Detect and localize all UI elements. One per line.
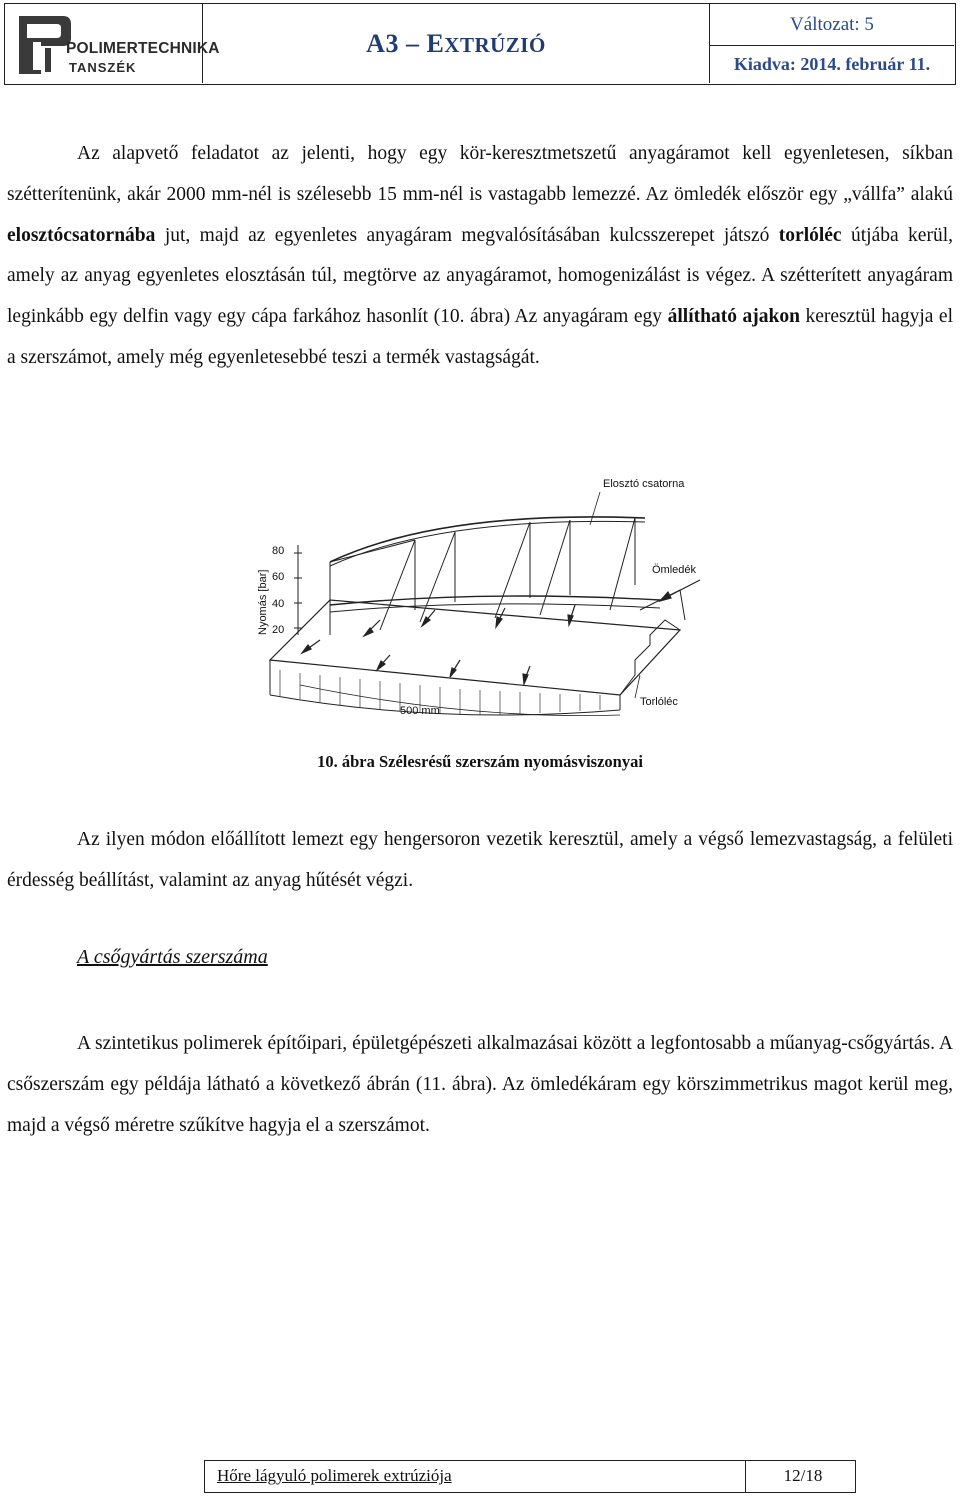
y-tick-20: 20 (272, 624, 285, 636)
p1-part-a: Az alapvető feladatot az jelenti, hogy egy kör-keresztmetszetű anyagáramot kell egyenletesen, síkban szétterítenünk, akár 2000 mm-nél is szélesebb 15 mm-nél is vastagabb lemezzé. Az ömledék először egy „vállfa” alakú (7, 143, 953, 205)
paragraph-1 (7, 134, 953, 379)
p1-bold-restrictor-bar: torlóléc (778, 224, 842, 246)
section-heading: A csőgyártás szerszáma (77, 946, 268, 968)
label-distribution-channel: Elosztó csatorna (603, 478, 685, 490)
p1-part-e: keresztül hagyja el a szerszámot, amely még egyenletesebbé teszi a termék vastagságát. (7, 306, 954, 368)
label-restrictor-bar: Torlóléc (640, 696, 678, 708)
p2-text: Az ilyen módon előállított lemezt egy hengersoron vezetik keresztül, amely a végső lemezvastagság, a felületi érdesség beállítást, valamint az anyag hűtését végzi. (7, 829, 953, 891)
logo-line2: TANSZÉK (69, 60, 137, 75)
title-rest: XTRÚZIÓ (444, 32, 546, 57)
y-tick-60: 60 (272, 571, 285, 583)
p1-part-d: útjába kerül, amely az anyag egyenletes elosztásán túl, megtörve az anyagáramot, homogenizálást is végez. A szétterített anyagáram leginkább egy delfin vagy egy cápa farkához hasonlít (10. ábra) Az anyagáram egy (7, 224, 953, 328)
label-melt: Ömledék (652, 564, 697, 576)
page-header (4, 3, 956, 85)
p3-text: A szintetikus polimerek építőipari, épületgépészeti alkalmazásai között a legfontosabb a műanyag-csőgyártás. A csőszerszám egy példája látható a következő ábrán (11. ábra). Az ömledékáram egy körszimmetrikus magot kerül meg, majd a végső méretre szűkítve hagyja el a szerszámot. (7, 1033, 953, 1136)
p1-part-c: jut, majd az egyenletes anyagáram megvalósításában kulcsszerepet játszó (155, 224, 779, 246)
title-main: A3 – E (366, 28, 445, 58)
logo-line1: POLIMERTECHNIKA (66, 40, 220, 57)
issue-date-text: Kiadva: 2014. február 11. (733, 54, 931, 74)
p1-bold-adjustable-lip: állítható ajakon (667, 306, 800, 328)
dimension-label: 500 mm (400, 705, 440, 717)
figure-caption: 10. ábra Szélesrésű szerszám nyomásviszonyai (317, 752, 643, 771)
footer-title: Hőre lágyuló polimerek extrúziója (217, 1466, 452, 1485)
y-tick-80: 80 (272, 545, 285, 557)
document-title (203, 4, 710, 83)
p1-bold-distribution-channel: elosztócsatornába (7, 224, 156, 246)
version-cell (710, 4, 954, 46)
sheet-die-pressure-figure (240, 470, 720, 745)
footer-divider (745, 1461, 746, 1492)
version-text: Változat: 5 (790, 13, 874, 35)
page-number: 12/18 (783, 1466, 823, 1485)
y-axis-label: Nyomás [bar] (257, 569, 269, 635)
logo (5, 4, 220, 83)
paragraph-2 (7, 820, 953, 902)
issue-date-cell (710, 46, 954, 83)
page-footer (204, 1460, 856, 1493)
paragraph-3 (7, 1024, 953, 1146)
y-tick-40: 40 (272, 598, 285, 610)
